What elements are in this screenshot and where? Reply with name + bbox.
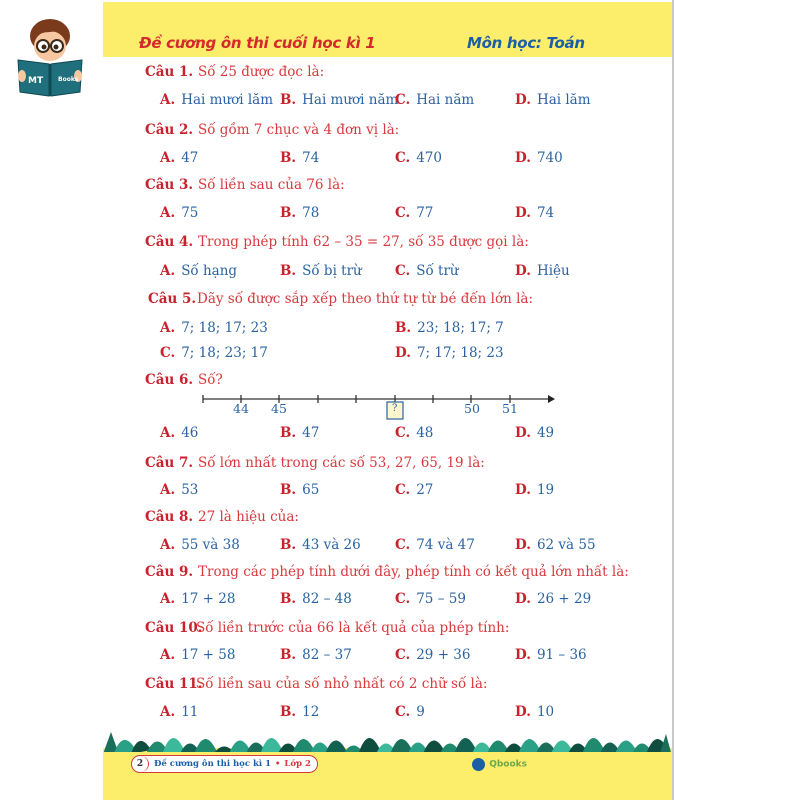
question-text: Dãy số được sắp xếp theo thứ tự từ bé đến lớn là: [197,291,534,307]
option-letter: C. [395,92,411,108]
option-value: 47 [302,425,320,441]
option-value: Hai lăm [536,92,591,108]
option-d[interactable] [515,537,596,553]
option-letter: C. [395,704,411,720]
option-letter: B. [280,92,297,108]
option-a[interactable] [160,320,268,336]
question-text: 27 là hiệu của: [198,509,299,525]
option-letter: A. [160,263,176,279]
option-letter: D. [515,150,531,166]
option-c[interactable] [395,591,466,607]
boy-reading-icon [14,14,86,98]
option-value: 17 + 58 [181,647,236,663]
option-letter: A. [160,205,176,221]
option-a[interactable] [160,647,235,663]
option-b[interactable] [280,704,319,720]
option-letter: B. [280,647,297,663]
option-b[interactable] [280,425,319,441]
option-letter: D. [515,591,531,607]
option-a[interactable] [160,205,198,221]
option-letter: B. [280,591,297,607]
option-b[interactable] [280,150,319,166]
option-value: 91 – 36 [536,647,587,663]
option-letter: C. [395,647,411,663]
question-number: Câu 10. [145,620,203,636]
option-c[interactable] [395,263,459,279]
question-number: Câu 5. [148,291,197,307]
option-value: 7; 18; 23; 17 [181,345,268,361]
option-c[interactable] [395,425,433,441]
option-a[interactable] [160,150,198,166]
option-letter: C. [395,205,411,221]
option-letter: C. [395,263,411,279]
option-letter: D. [515,704,531,720]
option-value: 11 [181,704,199,720]
option-value: Hai mươi năm [302,92,399,108]
option-value: 46 [181,425,199,441]
option-letter: D. [515,263,531,279]
option-value: 53 [181,482,199,498]
question-text: Số liền sau của số nhỏ nhất có 2 chữ số là: [196,676,488,692]
option-letter: A. [160,425,176,441]
option-letter: B. [280,150,297,166]
option-letter: B. [280,425,297,441]
option-value: 74 [302,150,320,166]
option-letter: B. [395,320,412,336]
option-b[interactable] [395,320,504,336]
option-letter: D. [515,482,531,498]
question-number: Câu 9. [145,564,194,580]
option-d[interactable] [395,345,504,361]
question-number: Câu 3. [145,177,194,193]
option-value: 43 và 26 [302,537,361,553]
option-letter: C. [395,150,411,166]
option-value: 7; 18; 17; 23 [181,320,268,336]
option-value: Hai năm [416,92,475,108]
question-text: Số? [198,372,223,388]
option-value: 48 [416,425,434,441]
option-value: 23; 18; 17; 7 [417,320,504,336]
option-d[interactable] [515,482,554,498]
option-value: 470 [416,150,442,166]
option-a[interactable] [160,591,235,607]
question-number: Câu 8. [145,509,194,525]
option-value: 65 [302,482,320,498]
footer-grade: Lớp 2 [284,759,311,769]
number-line-unknown: ? [392,403,398,414]
option-a[interactable] [160,704,198,720]
option-value: 12 [302,704,320,720]
option-d[interactable] [515,263,570,279]
option-c[interactable] [395,205,433,221]
option-a[interactable] [160,92,273,108]
option-value: Hai mươi lăm [181,92,274,108]
option-value: 9 [416,704,425,720]
option-b[interactable] [280,647,352,663]
option-c[interactable] [395,150,442,166]
option-value: 17 + 28 [181,591,236,607]
option-letter: B. [280,205,297,221]
option-value: 75 – 59 [416,591,466,607]
number-line-label-51: 51 [502,401,518,416]
option-letter: D. [515,92,531,108]
footer-label [131,755,318,773]
option-letter: A. [160,537,176,553]
option-letter: A. [160,92,176,108]
question-text: Số 25 được đọc là: [198,64,325,80]
option-value: 10 [536,704,555,720]
option-value: 19 [536,482,555,498]
subject-label: Môn học: Toán [467,34,585,52]
option-letter: C. [395,482,411,498]
option-c[interactable] [160,345,268,361]
option-value: Số hạng [181,263,238,279]
option-letter: A. [160,704,176,720]
option-d[interactable] [515,647,587,663]
option-letter: D. [515,537,531,553]
option-a[interactable] [160,263,237,279]
option-value: 27 [416,482,434,498]
option-b[interactable] [280,482,319,498]
option-letter: D. [515,647,531,663]
option-d[interactable] [515,425,554,441]
option-letter: D. [515,205,531,221]
option-a[interactable] [160,425,198,441]
option-c[interactable] [395,704,425,720]
option-value: 29 + 36 [416,647,471,663]
logo-book-right-text: Books [58,76,79,83]
option-letter: B. [280,482,297,498]
option-letter: A. [160,482,176,498]
question-text: Trong phép tính 62 – 35 = 27, số 35 được gọi là: [198,234,529,250]
option-c[interactable] [395,647,470,663]
option-value: 75 [181,205,199,221]
qbooks-q-icon [472,758,485,771]
option-d[interactable] [515,205,554,221]
question-text: Trong các phép tính dưới đây, phép tính có kết quả lớn nhất là: [198,564,629,580]
option-value: 74 và 47 [416,537,475,553]
option-letter: A. [160,647,176,663]
question-number: Câu 6. [145,372,194,388]
option-value: 49 [536,425,555,441]
option-letter: A. [160,150,176,166]
question-number: Câu 1. [145,64,194,80]
number-line-label-50: 50 [464,401,480,416]
option-letter: C. [395,425,411,441]
question-text: Số liền trước của 66 là kết quả của phép tính: [196,620,510,636]
worksheet-page [103,0,674,800]
option-value: 55 và 38 [181,537,240,553]
option-letter: C. [395,537,411,553]
option-b[interactable] [280,263,362,279]
question-text: Số liền sau của 76 là: [198,177,345,193]
number-line-label-44: 44 [233,401,249,416]
option-letter: B. [280,263,297,279]
question-text: Số lớn nhất trong các số 53, 27, 65, 19 là: [198,455,485,471]
number-line-label-45: 45 [271,401,287,416]
option-d[interactable] [515,591,591,607]
option-value: Số bị trừ [302,263,362,279]
mt-books-logo [14,14,86,98]
question-number: Câu 2. [145,122,194,138]
option-value: 26 + 29 [536,591,592,607]
qbooks-text: Qbooks [489,759,527,770]
option-letter: C. [160,345,176,361]
option-a[interactable] [160,537,240,553]
qbooks-logo [472,757,527,771]
option-letter: B. [280,537,297,553]
footer-separator: • [274,759,281,769]
question-number: Câu 7. [145,455,194,471]
option-letter: D. [395,345,411,361]
option-d[interactable] [515,92,591,108]
option-d[interactable] [515,150,563,166]
option-letter: A. [160,320,176,336]
page-number: 2 [132,756,149,772]
option-value: 78 [302,205,320,221]
option-value: 82 – 48 [302,591,352,607]
worksheet-title: Đề cương ôn thi cuối học kì 1 [139,34,376,52]
option-letter: C. [395,591,411,607]
option-value: 77 [416,205,434,221]
option-b[interactable] [280,591,352,607]
option-d[interactable] [515,704,554,720]
question-number: Câu 11. [145,676,203,692]
option-value: Hiệu [536,263,570,279]
question-text: Số gồm 7 chục và 4 đơn vị là: [198,122,400,138]
option-b[interactable] [280,205,319,221]
option-c[interactable] [395,92,474,108]
option-value: 82 – 37 [302,647,352,663]
logo-book-left-text: MT [28,76,44,86]
option-a[interactable] [160,482,198,498]
question-number: Câu 4. [145,234,194,250]
footer-book-title: Đề cương ôn thi học kì 1 [154,759,271,769]
option-value: 740 [536,150,563,166]
option-value: Số trừ [416,263,459,279]
option-value: 74 [536,205,555,221]
option-value: 47 [181,150,199,166]
option-b[interactable] [280,92,398,108]
option-letter: A. [160,591,176,607]
option-value: 7; 17; 18; 23 [416,345,504,361]
option-letter: D. [515,425,531,441]
option-c[interactable] [395,482,433,498]
option-c[interactable] [395,537,475,553]
option-value: 62 và 55 [536,537,596,553]
option-letter: B. [280,704,297,720]
option-b[interactable] [280,537,361,553]
